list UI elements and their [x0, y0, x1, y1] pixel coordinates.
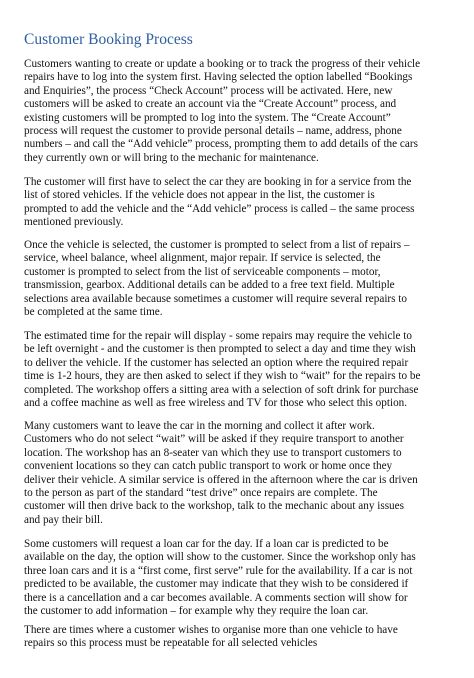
text-line: The estimated time for the repair will display - some repairs may require the vehicle to — [24, 330, 413, 342]
text-line: Once the vehicle is selected, the customer is prompted to select from a list of repairs – — [24, 239, 410, 251]
text-line: Customers wanting to create or update a booking or to track the progress of their vehicle — [24, 58, 421, 70]
text-line: location. The workshop has an 8-seater van which they use to transport customers to — [24, 446, 402, 459]
text-line: list of stored vehicles. If the vehicle does not appear in the list, the customer is — [24, 189, 375, 202]
paragraph-estimated-time — [24, 330, 456, 410]
text-line: to the person as part of the standard “test drive” once repairs are complete. The — [24, 487, 378, 500]
text-line: deliver their vehicle. A similar service is offered in the afternoon where the car is driven — [24, 473, 418, 486]
text-line: transmission, gearbox. Additional details can be added to a free text field. Multiple — [24, 279, 395, 292]
text-line: to deliver the vehicle. If the customer has selected an option where the required repair — [24, 356, 409, 369]
text-line: available on the day, the option will show to the customer. Since the workshop only has — [24, 551, 416, 564]
paragraph-transport — [24, 420, 456, 527]
text-line: completed. The workshop offers a sitting area with a selection of soft drink for purchase — [24, 383, 419, 396]
text-line: three loan cars and it is a “first come, first serve” rule for the availability. If a car is not — [24, 564, 413, 577]
paragraph-select-repairs — [24, 239, 456, 319]
text-line: process will request the customer to provide personal details – name, address, phone — [24, 125, 402, 138]
text-line: and a coffee machine as well as free wireless and TV for those who select this option. — [24, 397, 408, 410]
text-line: selections area available because sometimes a customer will require several repairs to — [24, 292, 408, 305]
text-line: service, wheel balance, wheel alignment, major repair. If service is selected, the — [24, 252, 381, 265]
paragraph-login-process — [24, 58, 456, 165]
text-line: existing customers will be prompted to log into the system. The “Create Account” — [24, 111, 391, 124]
text-line: repairs so this process must be repeatable for all selected vehicles — [24, 637, 318, 650]
text-line: the customer to add information – for example why they require the loan car. — [24, 605, 369, 618]
text-line: Some customers will request a loan car for the day. If a loan car is predicted to be — [24, 538, 389, 550]
text-line: and pay their bill. — [24, 513, 103, 526]
paragraph-loan-car — [24, 538, 456, 618]
text-line: customers will be asked to create an account via the “Create Account” process, and — [24, 98, 397, 111]
paragraph-multiple-vehicles — [24, 624, 456, 651]
text-line: and Enquiries”, the process “Check Account” process will be activated. Here, new — [24, 84, 393, 97]
text-line: Many customers want to leave the car in the morning and collect it after work. — [24, 420, 375, 432]
text-line: time is 1-2 hours, they are then asked to select if they wish to “wait” for the repairs to be — [24, 370, 421, 383]
text-line: be completed at the same time. — [24, 306, 163, 319]
text-line: The customer will first have to select the car they are booking in for a service from the — [24, 176, 412, 188]
document-title: Customer Booking Process — [24, 31, 193, 48]
text-line: they currently own or will bring to the mechanic for maintenance. — [24, 151, 319, 164]
text-line: convenient locations so they can catch public transport to work or home once they — [24, 460, 393, 473]
text-line: customer will then drive back to the workshop, talk to the mechanic about any issues — [24, 500, 404, 513]
text-line: customer is prompted to select from the list of serviceable components – motor, — [24, 265, 381, 278]
text-line: be left overnight - and the customer is then prompted to select a day and time they wish — [24, 343, 416, 356]
text-line: repairs have to log into the system first. Having selected the option labelled “Bookings — [24, 71, 413, 84]
text-line: predicted to be available, the customer may indicate that they wish to be considered if — [24, 578, 409, 591]
paragraph-select-vehicle — [24, 176, 456, 230]
text-line: prompted to add the vehicle and the “Add vehicle” process is called – the same process — [24, 202, 415, 215]
text-line: mentioned previously. — [24, 216, 124, 229]
text-line: There are times where a customer wishes to organise more than one vehicle to have — [24, 624, 398, 636]
text-line: there is a cancellation and a car becomes available. A comments section will show for — [24, 591, 408, 604]
text-line: numbers – and call the “Add vehicle” process, prompting them to add details of the cars — [24, 138, 418, 151]
text-line: Customers who do not select “wait” will be asked if they require transport to another — [24, 433, 404, 446]
